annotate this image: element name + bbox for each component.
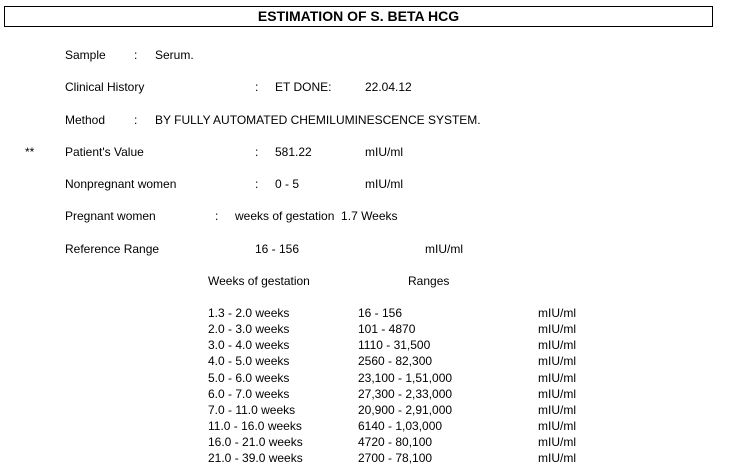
range-cell: 16 - 156 bbox=[358, 306, 403, 320]
range-cell: 6140 - 1,03,000 bbox=[358, 419, 443, 433]
range-cell: 1110 - 31,500 bbox=[358, 338, 431, 352]
pregnant-value: weeks of gestation 1.7 Weeks bbox=[235, 209, 398, 223]
clinical-history-separator: : bbox=[255, 80, 259, 94]
unit-cell: mIU/ml bbox=[538, 419, 576, 433]
unit-cell: mIU/ml bbox=[538, 322, 576, 336]
reference-range-label: Reference Range bbox=[65, 242, 160, 256]
weeks-cell: 4.0 - 5.0 weeks bbox=[208, 354, 290, 368]
method-value: BY FULLY AUTOMATED CHEMILUMINESCENCE SYSTEM. bbox=[155, 113, 481, 127]
unit-cell: mIU/ml bbox=[538, 387, 576, 401]
sample-separator: : bbox=[134, 48, 138, 62]
range-cell: 4720 - 80,100 bbox=[358, 435, 433, 449]
clinical-history-label: Clinical History bbox=[65, 80, 145, 94]
pregnant-label: Pregnant women bbox=[65, 209, 156, 223]
unit-cell: mIU/ml bbox=[538, 338, 576, 352]
unit-cell: mIU/ml bbox=[538, 371, 576, 385]
patient-value: 581.22 bbox=[275, 145, 312, 159]
nonpregnant-label: Nonpregnant women bbox=[65, 177, 177, 191]
range-cell: 23,100 - 1,51,000 bbox=[358, 371, 453, 385]
unit-cell: mIU/ml bbox=[538, 403, 576, 417]
range-cell: 101 - 4870 bbox=[358, 322, 416, 336]
nonpregnant-unit: mIU/ml bbox=[365, 177, 403, 191]
nonpregnant-separator: : bbox=[255, 177, 259, 191]
patient-value-separator: : bbox=[255, 145, 259, 159]
clinical-history-value: 22.04.12 bbox=[365, 80, 412, 94]
weeks-cell: 5.0 - 6.0 weeks bbox=[208, 371, 290, 385]
range-cell: 2560 - 82,300 bbox=[358, 354, 433, 368]
reference-range-value: 16 - 156 bbox=[255, 242, 300, 256]
weeks-cell: 2.0 - 3.0 weeks bbox=[208, 322, 290, 336]
weeks-cell: 21.0 - 39.0 weeks bbox=[208, 451, 303, 465]
abnormal-flag: ** bbox=[25, 145, 35, 159]
weeks-cell: 1.3 - 2.0 weeks bbox=[208, 306, 290, 320]
unit-cell: mIU/ml bbox=[538, 435, 576, 449]
unit-cell: mIU/ml bbox=[538, 354, 576, 368]
patient-value-unit: mIU/ml bbox=[365, 145, 403, 159]
clinical-history-key: ET DONE: bbox=[275, 80, 332, 94]
reference-range-unit: mIU/ml bbox=[425, 242, 463, 256]
range-cell: 2700 - 78,100 bbox=[358, 451, 433, 465]
pregnant-separator: : bbox=[215, 209, 219, 223]
unit-cell: mIU/ml bbox=[538, 306, 576, 320]
report-title: ESTIMATION OF S. BETA HCG bbox=[4, 6, 713, 27]
unit-cell: mIU/ml bbox=[538, 451, 576, 465]
weeks-cell: 11.0 - 16.0 weeks bbox=[208, 419, 302, 433]
patient-value-label: Patient's Value bbox=[65, 145, 144, 159]
method-separator: : bbox=[134, 113, 138, 127]
weeks-column-header: Weeks of gestation bbox=[208, 274, 310, 288]
method-label: Method bbox=[65, 113, 106, 127]
sample-label: Sample bbox=[65, 48, 106, 62]
sample-value: Serum. bbox=[155, 48, 194, 62]
weeks-cell: 6.0 - 7.0 weeks bbox=[208, 387, 290, 401]
weeks-cell: 7.0 - 11.0 weeks bbox=[208, 403, 296, 417]
weeks-cell: 16.0 - 21.0 weeks bbox=[208, 435, 303, 449]
nonpregnant-value: 0 - 5 bbox=[275, 177, 300, 191]
range-cell: 20,900 - 2,91,000 bbox=[358, 403, 453, 417]
range-cell: 27,300 - 2,33,000 bbox=[358, 387, 453, 401]
ranges-column-header: Ranges bbox=[408, 274, 450, 288]
weeks-cell: 3.0 - 4.0 weeks bbox=[208, 338, 290, 352]
